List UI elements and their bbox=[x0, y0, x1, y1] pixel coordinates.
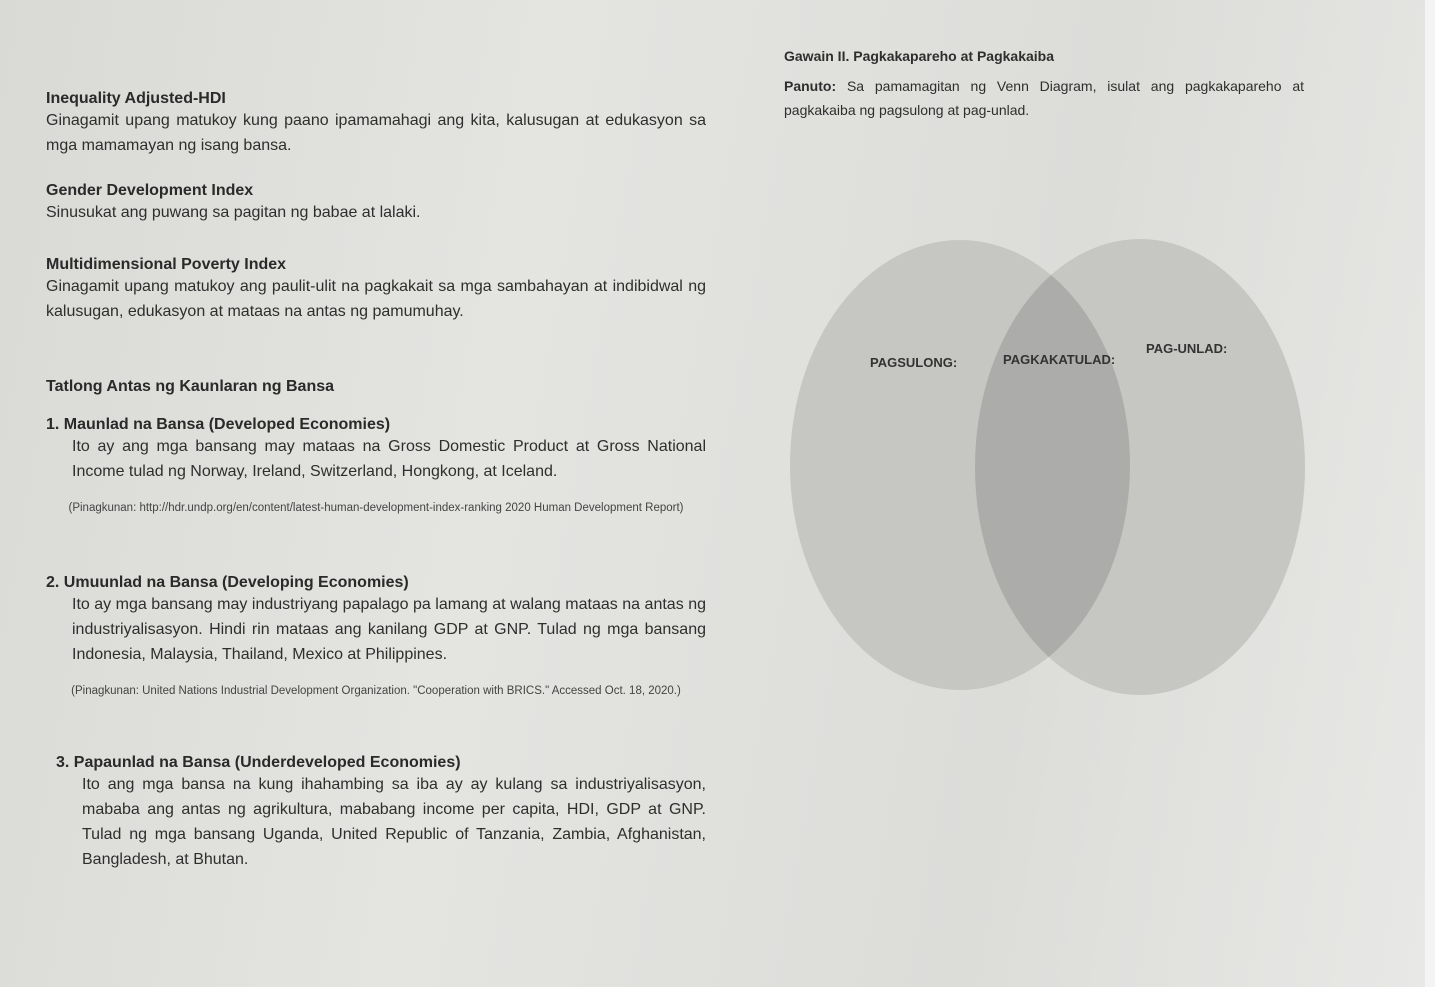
venn-label-pag-unlad: PAG-UNLAD: bbox=[1146, 341, 1228, 356]
levels-title: Tatlong Antas ng Kaunlaran ng Bansa bbox=[46, 378, 335, 395]
item3-number: 3. bbox=[56, 754, 70, 771]
item2-title: Umuunlad na Bansa (Developing Economies) bbox=[63, 574, 409, 591]
venn-diagram bbox=[790, 235, 1320, 705]
instructions bbox=[784, 74, 1304, 122]
item2-number: 2. bbox=[46, 574, 60, 591]
item3-text: Ito ang mga bansa na kung ihahambing sa iba ay ay kulang sa industriyalisasyon, mababa ang antas ng agrikultura, mababang income per capita, HDI, GDP at GNP. Tulad ng mga bansang Uganda, United Republic of Tanzania, Zambia, Afghanistan, Bangladesh, at Bhutan. bbox=[82, 776, 706, 868]
instructions-label: Panuto: bbox=[784, 78, 837, 94]
item1-reference: (Pinagkunan: http://hdr.undp.org/en/content/latest-human-development-index-ranking 2020 Human Development Report) bbox=[68, 502, 684, 514]
item3-section bbox=[46, 754, 706, 872]
venn-label-pagsulong: PAGSULONG: bbox=[870, 355, 958, 370]
instructions-text: Sa pamamagitan ng Venn Diagram, isulat ang pagkakapareho at pagkakaiba ng pagsulong at pag-unlad. bbox=[784, 78, 1304, 118]
mpi-section bbox=[46, 256, 706, 324]
venn-circles bbox=[790, 235, 1320, 705]
item1-text: Ito ay ang mga bansang may mataas na Gross Domestic Product at Gross National Income tulad ng Norway, Ireland, Switzerland, Hongkong, at Iceland. bbox=[72, 438, 706, 480]
paper-edge bbox=[1425, 0, 1435, 987]
levels-heading bbox=[46, 378, 706, 396]
mpi-text: Ginagamit upang matukoy ang paulit-ulit na pagkakait sa mga sambahayan at indibidwal ng kalusugan, edukasyon at mataas na antas ng pamumuhay. bbox=[46, 278, 706, 320]
ihdi-section bbox=[46, 90, 706, 158]
gdi-title: Gender Development Index bbox=[46, 182, 254, 199]
item2-section bbox=[46, 574, 706, 701]
activity-title: Gawain II. Pagkakapareho at Pagkakaiba bbox=[784, 48, 1055, 64]
ihdi-title: Inequality Adjusted-HDI bbox=[46, 90, 226, 107]
item2-text: Ito ay mga bansang may industriyang papalago pa lamang at walang mataas na antas ng industriyalisasyon. Hindi rin mataas ang kanilang GDP at GNP. Tulad ng mga bansang Indonesia, Malaysia, Thailand, Mexico at Philippines. bbox=[72, 596, 706, 663]
item1-number: 1. bbox=[46, 416, 60, 433]
mpi-title: Multidimensional Poverty Index bbox=[46, 256, 287, 273]
item2-reference: (Pinagkunan: United Nations Industrial Development Organization. "Cooperation with BRICS." Accessed Oct. 18, 2020.) bbox=[71, 685, 681, 697]
activity-section bbox=[784, 48, 1304, 122]
ihdi-text: Ginagamit upang matukoy kung paano ipamamahagi ang kita, kalusugan at edukasyon sa mga mamamayan ng isang bansa. bbox=[46, 112, 706, 154]
item3-title: Papaunlad na Bansa (Underdeveloped Economies) bbox=[73, 754, 461, 771]
venn-label-pagkakatulad: PAGKAKATULAD: bbox=[1003, 352, 1116, 367]
gdi-section bbox=[46, 182, 706, 225]
gdi-text: Sinusukat ang puwang sa pagitan ng babae at lalaki. bbox=[46, 204, 421, 221]
item1-title: Maunlad na Bansa (Developed Economies) bbox=[63, 416, 391, 433]
item1-section bbox=[46, 416, 706, 518]
